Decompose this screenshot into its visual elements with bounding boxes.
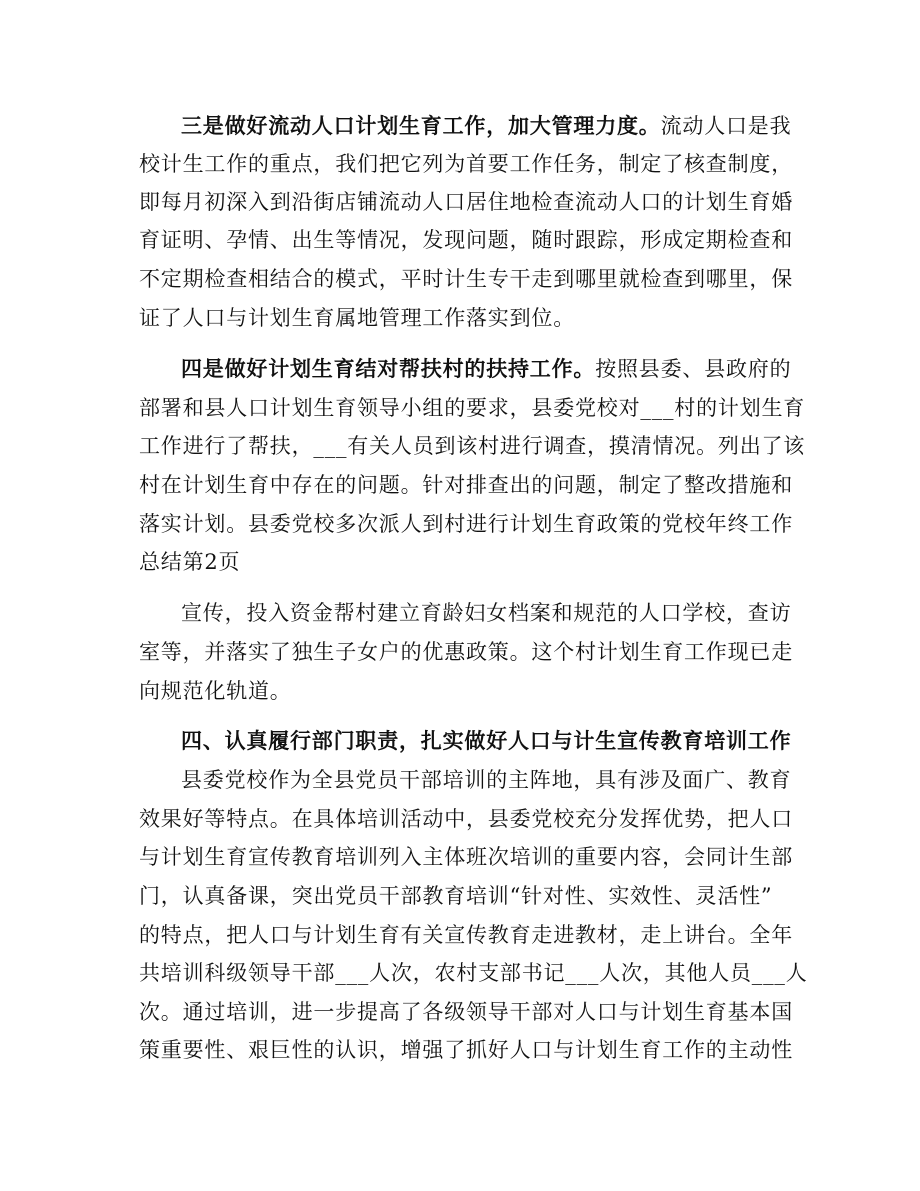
paragraph-1-line-4: 育证明、孕情、出生等情况，发现问题，随时跟踪，形成定期检查和 — [139, 228, 793, 252]
paragraph-1-line-5: 不定期检查相结合的模式，平时计生专干走到哪里就检查到哪里，保 — [139, 267, 793, 291]
paragraph-5-line-1: 县委党校作为全县党员干部培训的主阵地，具有涉及面广、教育 — [181, 768, 792, 792]
paragraph-5-line-8: 策重要性、艰巨性的认识，增强了抓好人口与计划生育工作的主动性 — [139, 1038, 793, 1062]
paragraph-5-line-6: 共培训科级领导干部___人次，农村支部书记___人次，其他人员___人 — [139, 961, 808, 985]
paragraph-5-line-7: 次。通过培训，进一步提高了各级领导干部对人口与计划生育基本国 — [139, 1000, 793, 1024]
paragraph-2-line-3: 工作进行了帮扶，___有关人员到该村进行调查，摸清情况。列出了该 — [139, 434, 806, 458]
paragraph-1-lead: 三是做好流动人口计划生育工作，加大管理力度。 — [181, 113, 661, 138]
paragraph-1-line-2: 校计生工作的重点，我们把它列为首要工作任务，制定了核查制度， — [139, 152, 793, 176]
paragraph-5-line-5: 的特点，把人口与计划生育有关宣传教育走进教材，走上讲台。全年 — [139, 923, 793, 947]
paragraph-2-line-6: 总结第2页 — [139, 550, 241, 574]
paragraph-1-text: 流动人口是我 — [660, 114, 792, 138]
paragraph-3-line-1: 宣传，投入资金帮村建立育龄妇女档案和规范的人口学校，查访 — [181, 601, 792, 625]
section-heading: 四、认真履行部门职责，扎实做好人口与计生宣传教育培训工作 — [181, 728, 792, 753]
paragraph-2-line-5: 落实计划。县委党校多次派人到村进行计划生育政策的党校年终工作 — [139, 512, 793, 536]
paragraph-1-line-6: 证了人口与计划生育属地管理工作落实到位。 — [139, 306, 575, 330]
paragraph-3-line-2: 室等，并落实了独生子女户的优惠政策。这个村计划生育工作现已走 — [139, 640, 793, 664]
paragraph-5-line-3: 与计划生育宣传教育培训列入主体班次培训的重要内容，会同计生部 — [139, 845, 793, 869]
paragraph-1-line-3: 即每月初深入到沿街店铺流动人口居住地检查流动人口的计划生育婚 — [139, 190, 793, 214]
paragraph-5-line-4: 门，认真备课，突出党员干部教育培训“针对性、实效性、灵活性” — [139, 884, 773, 908]
paragraph-1-line-1 — [181, 112, 791, 140]
paragraph-5-line-2: 效果好等特点。在具体培训活动中，县委党校充分发挥优势，把人口 — [139, 807, 793, 831]
paragraph-2-line-4: 村在计划生育中存在的问题。针对排查出的问题，制定了整改措施和 — [139, 473, 793, 497]
paragraph-3-line-3: 向规范化轨道。 — [139, 679, 292, 703]
paragraph-2-text: 按照县委、县政府的 — [595, 357, 792, 381]
paragraph-2-lead: 四是做好计划生育结对帮扶村的扶持工作。 — [181, 356, 596, 381]
paragraph-2-line-2: 部署和县人口计划生育领导小组的要求，县委党校对___村的计划生育 — [139, 396, 806, 420]
paragraph-2-line-1 — [181, 355, 791, 383]
